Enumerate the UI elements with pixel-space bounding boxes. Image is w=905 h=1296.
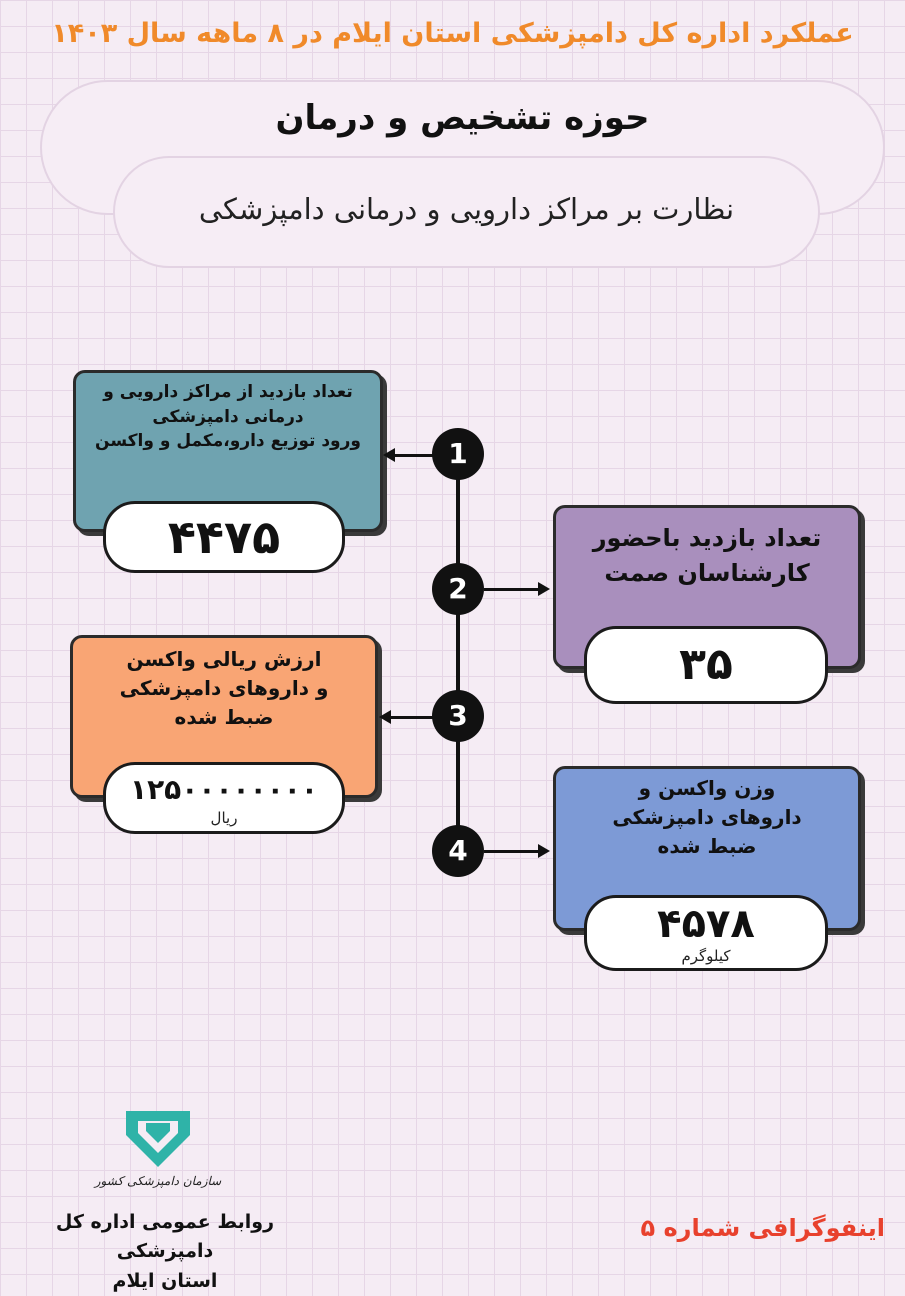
item-4-value [584, 895, 828, 971]
item-2-arrow [484, 588, 540, 591]
step-2-badge: 2 [432, 563, 484, 615]
item-4-unit: کیلوگرم [681, 947, 731, 965]
item-1-arrow [393, 454, 435, 457]
infographic-number: اینفوگرافی شماره ۵ [640, 1214, 885, 1242]
step-1-badge: 1 [432, 428, 484, 480]
item-3-unit: ریال [210, 809, 238, 827]
timeline-line [456, 455, 460, 853]
item-3-number: ۱۲۵۰۰۰۰۰۰۰۰ [130, 773, 318, 806]
item-2-label: تعداد بازدید باحضور کارشناسان صمت [592, 524, 822, 587]
item-3-label: ارزش ریالی واکسن و داروهای دامپزشکی ضبط شده [119, 647, 329, 729]
item-1-value: ۴۴۷۵ [103, 501, 345, 573]
step-4-badge: 4 [432, 825, 484, 877]
item-3-value [103, 762, 345, 834]
page-title: عملکرد اداره کل دامپزشکی استان ایلام در ۸ ماهه سال ۱۴۰۳ [51, 18, 854, 49]
step-3-badge: 3 [432, 690, 484, 742]
item-1-label: تعداد بازدید از مراکز دارویی و درمانی دامپزشکی ورود توزیع دارو،مکمل و واکسن [95, 382, 361, 452]
footer-organization: روابط عمومی اداره کل دامپزشکی استان ایلام [55, 1211, 275, 1292]
organization-logo-icon [118, 1105, 198, 1171]
subsection-title: نظارت بر مراکز دارویی و درمانی دامپزشکی [198, 192, 735, 226]
section-title: حوزه تشخیص و درمان [275, 98, 650, 138]
item-4-number: ۴۵۷۸ [657, 901, 755, 947]
item-3-arrow [389, 716, 435, 719]
item-2-value: ۳۵ [584, 626, 828, 704]
logo-caption: سازمان دامپزشکی کشور [94, 1174, 222, 1188]
item-4-arrow [484, 850, 540, 853]
item-4-label: وزن واکسن و داروهای دامپزشکی ضبط شده [612, 776, 802, 858]
